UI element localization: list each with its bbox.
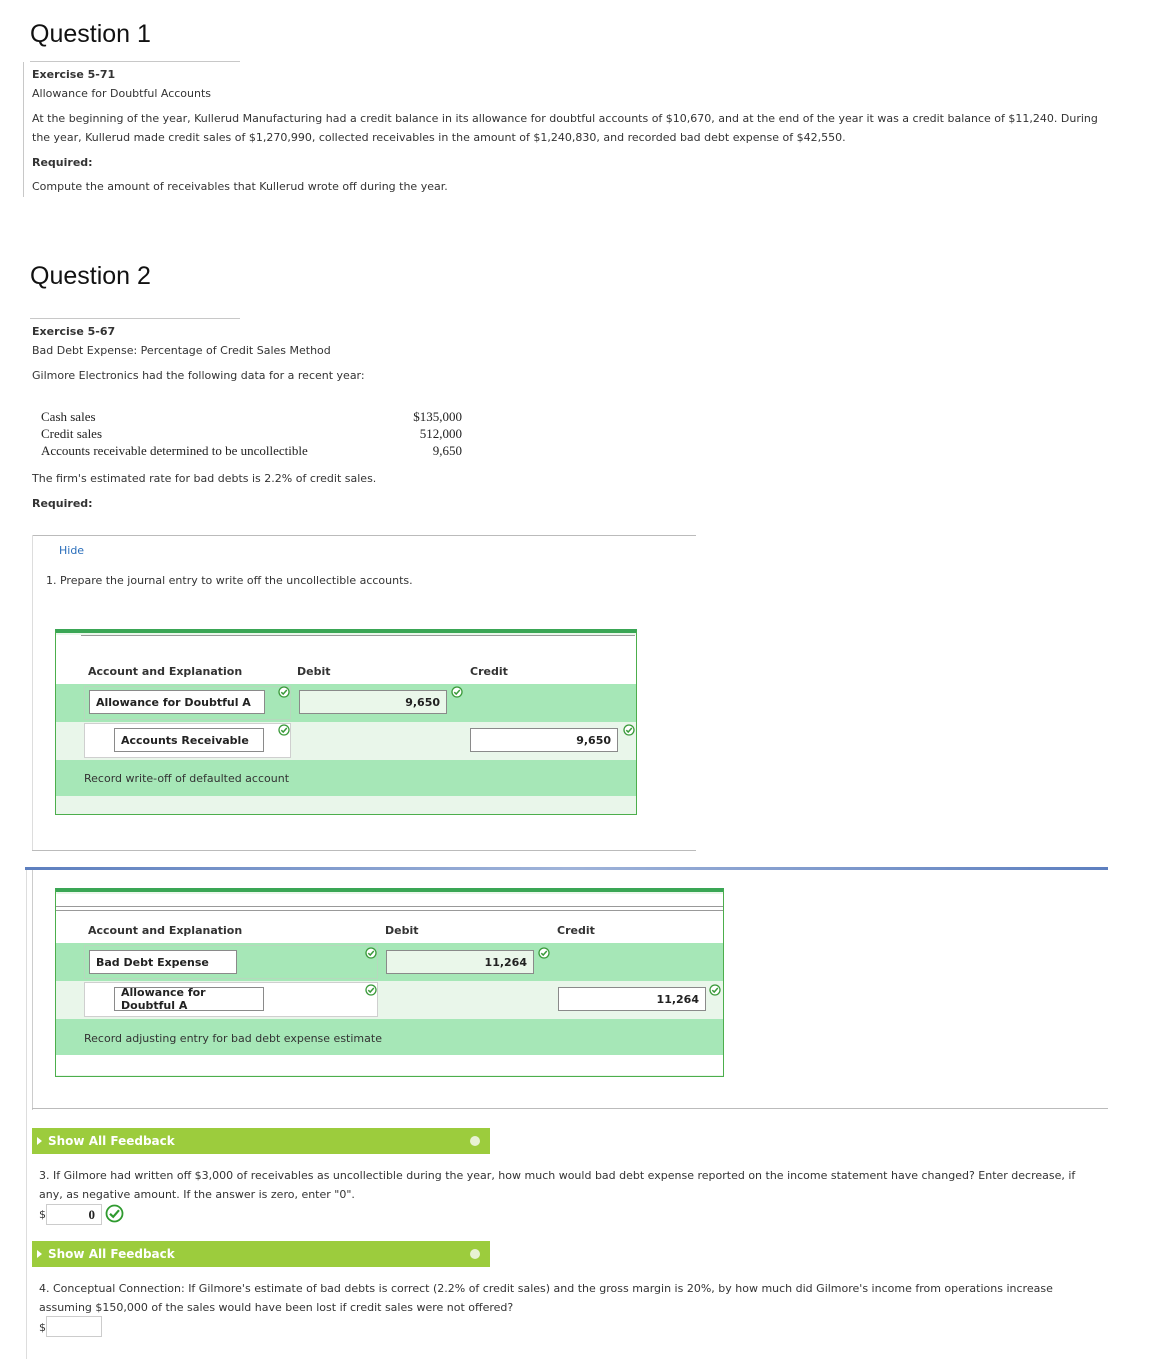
part-3-answer-input[interactable]: 0 <box>46 1204 102 1225</box>
column-header-debit: Debit <box>297 665 331 678</box>
part-3-prompt-line1: 3. If Gilmore had written off $3,000 of receivables as uncollectible during the year, how much would bad debt expense reported on the income statement have changed? Enter decrease, if <box>39 1169 1076 1182</box>
debit-account-select[interactable]: Allowance for Doubtful A <box>89 690 265 714</box>
data-value-credit-sales: 512,000 <box>419 426 462 441</box>
part-1-prompt: 1. Prepare the journal entry to write off the uncollectible accounts. <box>46 574 413 587</box>
question-1-title: Question 1 <box>30 20 151 48</box>
exercise-number: Exercise 5-67 <box>32 325 116 338</box>
part-4-answer-input[interactable] <box>46 1316 102 1337</box>
question-2-intro: Gilmore Electronics had the following data for a recent year: <box>32 369 365 382</box>
column-header-account: Account and Explanation <box>88 924 243 937</box>
data-value-cash-sales: $135,000 <box>413 409 462 424</box>
required-label: Required: <box>32 156 93 169</box>
data-label-credit-sales: Credit sales <box>41 426 103 441</box>
credit-account-select[interactable]: Allowance for Doubtful A <box>114 987 264 1011</box>
part-3-prompt-line2: any, as negative amount. If the answer is zero, enter "0". <box>39 1188 355 1201</box>
expand-triangle-icon <box>37 1250 42 1258</box>
debit-amount-input[interactable]: 11,264 <box>386 950 534 974</box>
question-1-instruction: Compute the amount of receivables that Kullerud wrote off during the year. <box>32 180 448 193</box>
expand-triangle-icon <box>37 1137 42 1145</box>
correct-check-icon <box>365 984 377 996</box>
journal-entry-table-1 <box>55 629 637 815</box>
part-4-prompt-line1: 4. Conceptual Connection: If Gilmore's estimate of bad debts is correct (2.2% of credit sales) and the gross margin is 20%, by how much did Gilmore's income from operations increase <box>39 1282 1053 1295</box>
credit-account-select[interactable]: Accounts Receivable <box>114 728 264 752</box>
correct-check-icon <box>709 984 721 996</box>
data-label-cash-sales: Cash sales <box>41 409 96 424</box>
currency-symbol: $ <box>39 1208 46 1221</box>
correct-check-icon <box>623 724 635 736</box>
credit-amount-input[interactable]: 9,650 <box>470 728 618 752</box>
debit-amount-input[interactable]: 9,650 <box>299 690 447 714</box>
credit-amount-input[interactable]: 11,264 <box>558 987 706 1011</box>
exercise-subtitle: Allowance for Doubtful Accounts <box>32 87 212 100</box>
correct-check-icon <box>538 947 550 959</box>
required-label: Required: <box>32 497 93 510</box>
currency-symbol: $ <box>39 1321 46 1334</box>
entry-explanation: Record adjusting entry for bad debt expense estimate <box>84 1032 382 1045</box>
show-all-feedback-button[interactable] <box>32 1241 490 1267</box>
hide-link[interactable]: Hide <box>59 544 85 557</box>
debit-account-select[interactable]: Bad Debt Expense <box>89 950 237 974</box>
data-value-uncollectible: 9,650 <box>432 443 462 458</box>
column-header-credit: Credit <box>557 924 595 937</box>
question-1-body-line2: the year, Kullerud made credit sales of $1,270,990, collected receivables in the amount of $1,240,830, and recorded bad debt expense of $42,550. <box>32 131 846 144</box>
rate-text: The firm's estimated rate for bad debts is 2.2% of credit sales. <box>32 472 377 485</box>
question-1-body-line1: At the beginning of the year, Kullerud Manufacturing had a credit balance in its allowance for doubtful accounts of $10,670, and at the end of the year it was a credit balance of $11,240. During <box>32 112 1098 125</box>
part-4-prompt-line2: assuming $150,000 of the sales would have been lost if credit sales were not offered? <box>39 1301 514 1314</box>
show-all-feedback-label: Show All Feedback <box>48 1134 175 1148</box>
correct-check-icon <box>105 1204 124 1223</box>
show-all-feedback-button[interactable] <box>32 1128 490 1154</box>
show-all-feedback-label: Show All Feedback <box>48 1247 175 1261</box>
journal-entry-table-2 <box>55 888 724 1077</box>
correct-check-icon <box>365 947 377 959</box>
feedback-check-icon <box>470 1249 480 1259</box>
column-header-credit: Credit <box>470 665 508 678</box>
exercise-number: Exercise 5-71 <box>32 68 116 81</box>
entry-explanation: Record write-off of defaulted account <box>84 772 290 785</box>
feedback-check-icon <box>470 1136 480 1146</box>
exercise-subtitle: Bad Debt Expense: Percentage of Credit Sales Method <box>32 344 331 357</box>
data-label-uncollectible: Accounts receivable determined to be uncollectible <box>41 443 308 458</box>
column-header-debit: Debit <box>385 924 419 937</box>
correct-check-icon <box>278 724 290 736</box>
question-2-title: Question 2 <box>30 262 151 290</box>
column-header-account: Account and Explanation <box>88 665 243 678</box>
correct-check-icon <box>451 686 463 698</box>
correct-check-icon <box>278 686 290 698</box>
